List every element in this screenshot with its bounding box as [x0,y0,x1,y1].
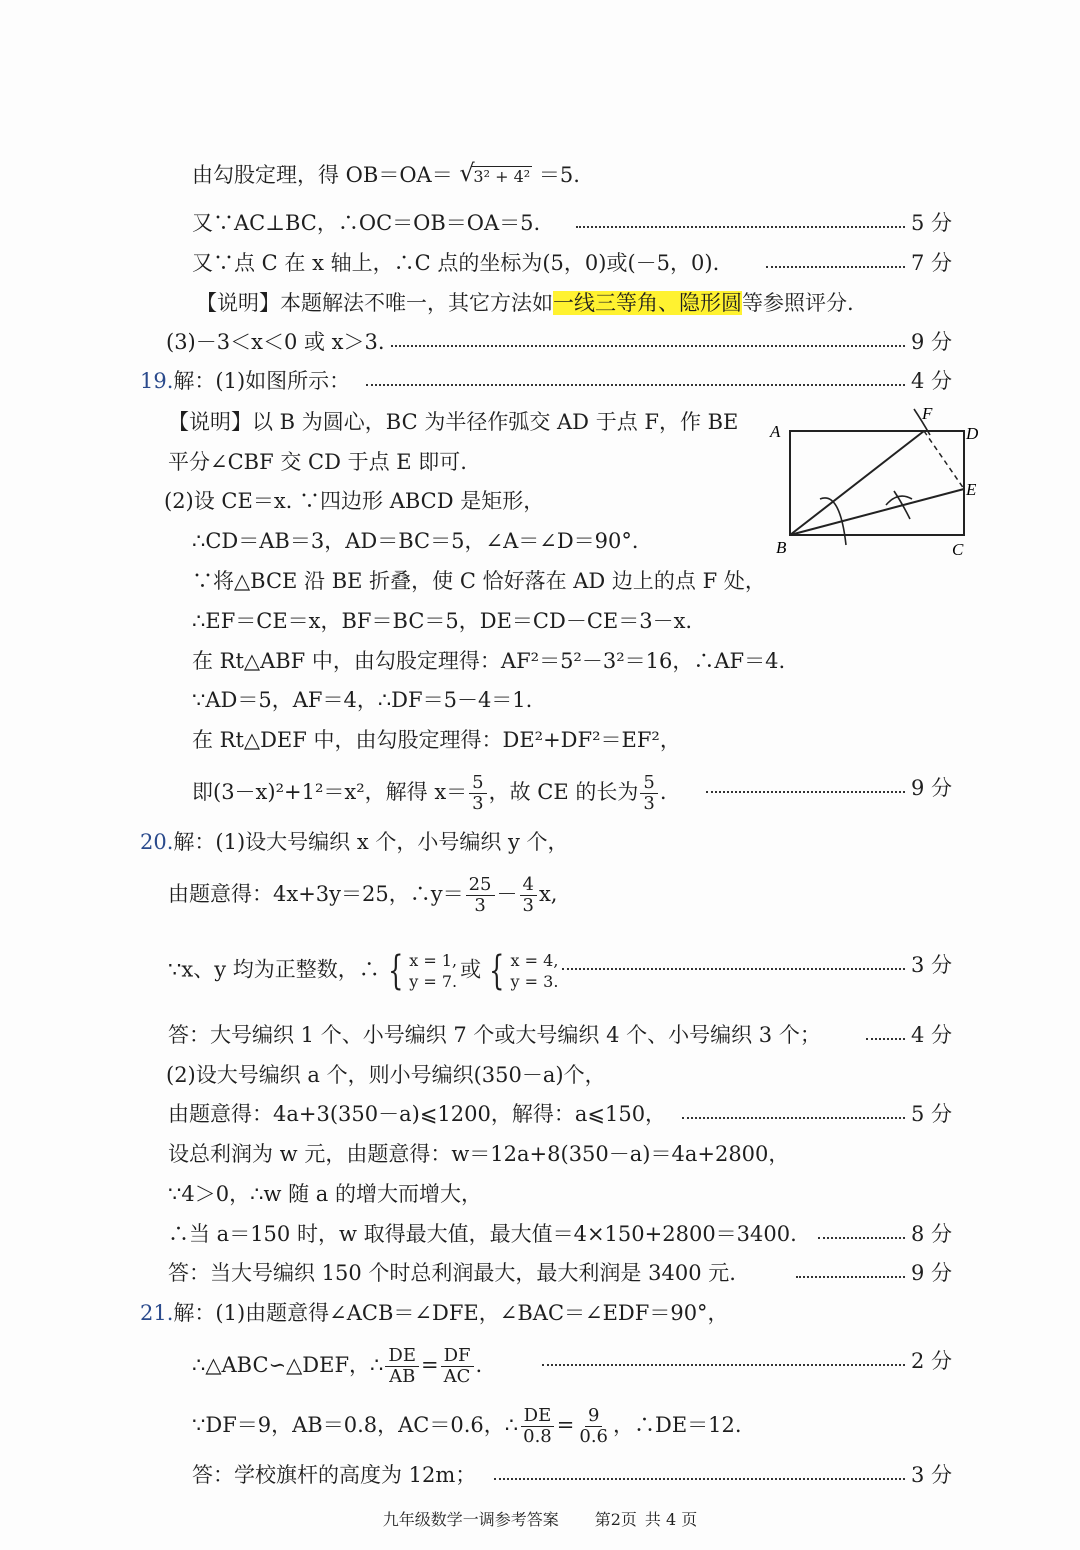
sqrt-expression: √ 3² + 4² [459,159,531,187]
question-number: 20. [140,830,174,854]
fraction: $\frac{9}{0.6}$ [579,1405,609,1447]
score-mark: 4 分 [910,1023,952,1047]
segment-be [790,489,964,535]
rectangle-fold-figure [760,395,1000,565]
score-mark: 4 分 [910,369,952,393]
bisector-arc [894,491,910,519]
highlighted-text: 一线三等角、隐形圆 [553,291,742,315]
question-number: 21. [140,1301,174,1325]
score-mark: 5 分 [910,211,952,235]
fraction: $\frac{DE}{AB}$ [385,1346,419,1387]
fraction: $\frac{5}{3}$ [469,773,486,814]
leader-dots [576,226,905,228]
score-mark: 7 分 [910,251,952,275]
leader-dots [866,1038,905,1040]
question-number: 19. [140,369,174,393]
segment-bf [790,431,924,535]
label-b: B [776,538,787,557]
footer-title: 九年级数学一调参考答案 [382,1510,559,1529]
leader-dots [562,968,905,970]
label-d: D [966,424,979,443]
label-a: A [770,422,781,441]
score-mark: 3 分 [910,1463,952,1487]
segment-fe-dashed [924,431,964,489]
leader-dots [366,384,905,386]
text: 由勾股定理，得 OB＝OA＝ [192,163,453,187]
label-c: C [952,540,964,559]
leader-dots [391,345,905,347]
leader-dots [766,266,905,268]
construction-arc [820,498,846,545]
score-mark: 5 分 [910,1102,952,1126]
leader-dots [542,1364,905,1366]
score-mark: 8 分 [910,1222,952,1246]
fraction: $\frac{25}{3}$ [466,875,495,916]
footer-page: 第2页 [594,1510,637,1529]
fraction: $\frac{DE}{0.8}$ [520,1406,555,1447]
score-mark: 2 分 [910,1349,952,1373]
footer-total: 共 4 页 [644,1510,698,1529]
leader-dots [682,1117,905,1119]
score-mark: 9 分 [910,1261,952,1285]
leader-dots [796,1276,905,1278]
label-f: F [922,404,933,423]
leader-dots [818,1237,905,1239]
fraction: $\frac{DF}{AC}$ [441,1346,474,1387]
score-mark: 9 分 [910,330,952,354]
equation-system: { x = 4, y = 3. [489,948,559,994]
equation-system: { x = 1, y = 7. [387,948,458,994]
score-mark: 3 分 [910,953,952,977]
score-mark: 9 分 [910,776,952,800]
leader-dots [706,791,905,793]
fraction: $\frac{4}{3}$ [520,875,537,916]
label-e: E [966,480,977,499]
leader-dots [494,1478,905,1480]
fraction: $\frac{5}{3}$ [640,773,657,814]
page-footer [0,1508,1080,1532]
rectangle-abcd [790,431,964,535]
